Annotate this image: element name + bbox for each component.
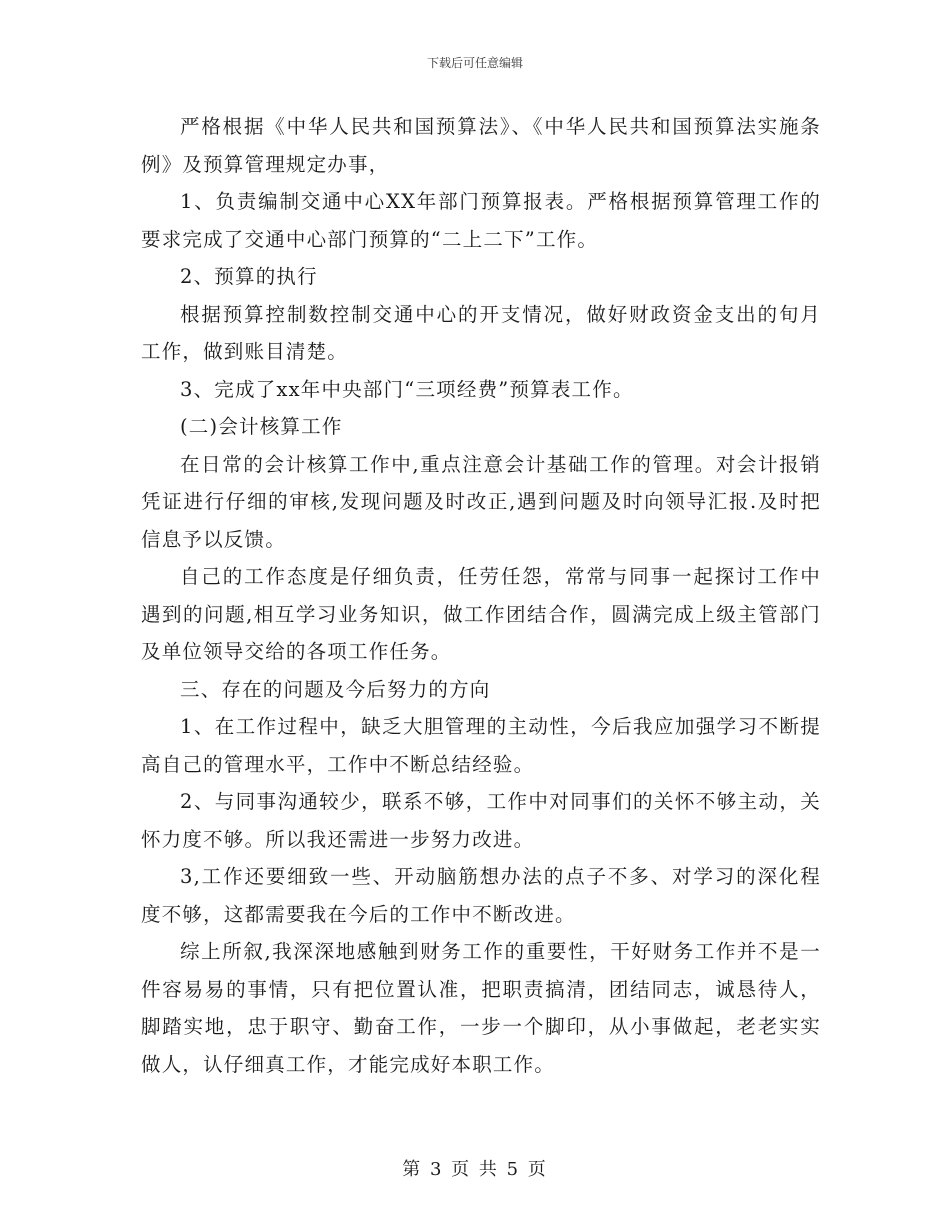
paragraph-budget-report: 1、负责编制交通中心XX年部门预算报表。严格根据预算管理工作的要求完成了交通中心部门预算的“二上二下”工作。 — [141, 190, 821, 251]
paragraph-work-attitude: 自己的工作态度是仔细负责，任劳任怨，常常与同事一起探讨工作中遇到的问题,相互学习业务知识，做工作团结合作，圆满完成上级主管部门及单位领导交给的各项工作任务。 — [141, 565, 821, 663]
paragraph-three-expenses: 3、完成了xx年中央部门“三项经费”预算表工作。 — [180, 377, 634, 401]
paragraph-problem-2: 2、与同事沟通较少，联系不够，工作中对同事们的关怀不够主动，关怀力度不够。所以我还需进一步努力改进。 — [141, 790, 821, 851]
paragraph-conclusion: 综上所叙,我深深地感触到财务工作的重要性，干好财务工作并不是一件容易易的事情，只有把位置认准，把职责搞清，团结同志，诚恳待人，脚踏实地，忠于职守、勤奋工作，一步一个脚印，从小事做起，老老实实做人，认仔细真工作，才能完成好本职工作。 — [141, 940, 821, 1076]
paragraph-problem-1: 1、在工作过程中，缺乏大胆管理的主动性，今后我应加强学习不断提高自己的管理水平，工作中不断总结经验。 — [141, 715, 821, 776]
page-header-note: 下载后可任意编辑 — [426, 56, 523, 70]
paragraph-budget-law: 严格根据《中华人民共和国预算法》、《中华人民共和国预算法实施条例》及预算管理规定办事， — [141, 115, 821, 176]
page-number: 第 3 页 共 5 页 — [402, 1159, 548, 1180]
paragraph-problem-3: 3,工作还要细致一些、开动脑筋想办法的点子不多、对学习的深化程度不够，这都需要我在今后的工作中不断改进。 — [141, 865, 821, 926]
paragraph-problems-heading: 三、存在的问题及今后努力的方向 — [180, 677, 491, 701]
paragraph-budget-execution-heading: 2、预算的执行 — [180, 265, 318, 288]
paragraph-budget-control: 根据预算控制数控制交通中心的开支情况，做好财政资金支出的旬月工作，做到账目清楚。 — [141, 302, 821, 363]
document-body — [141, 108, 821, 1083]
paragraph-accounting-heading: (二)会计核算工作 — [180, 415, 343, 438]
paragraph-accounting-work: 在日常的会计核算工作中,重点注意会计基础工作的管理。对会计报销凭证进行仔细的审核,发现问题及时改正,遇到问题及时向领导汇报.及时把信息予以反馈。 — [141, 452, 821, 551]
